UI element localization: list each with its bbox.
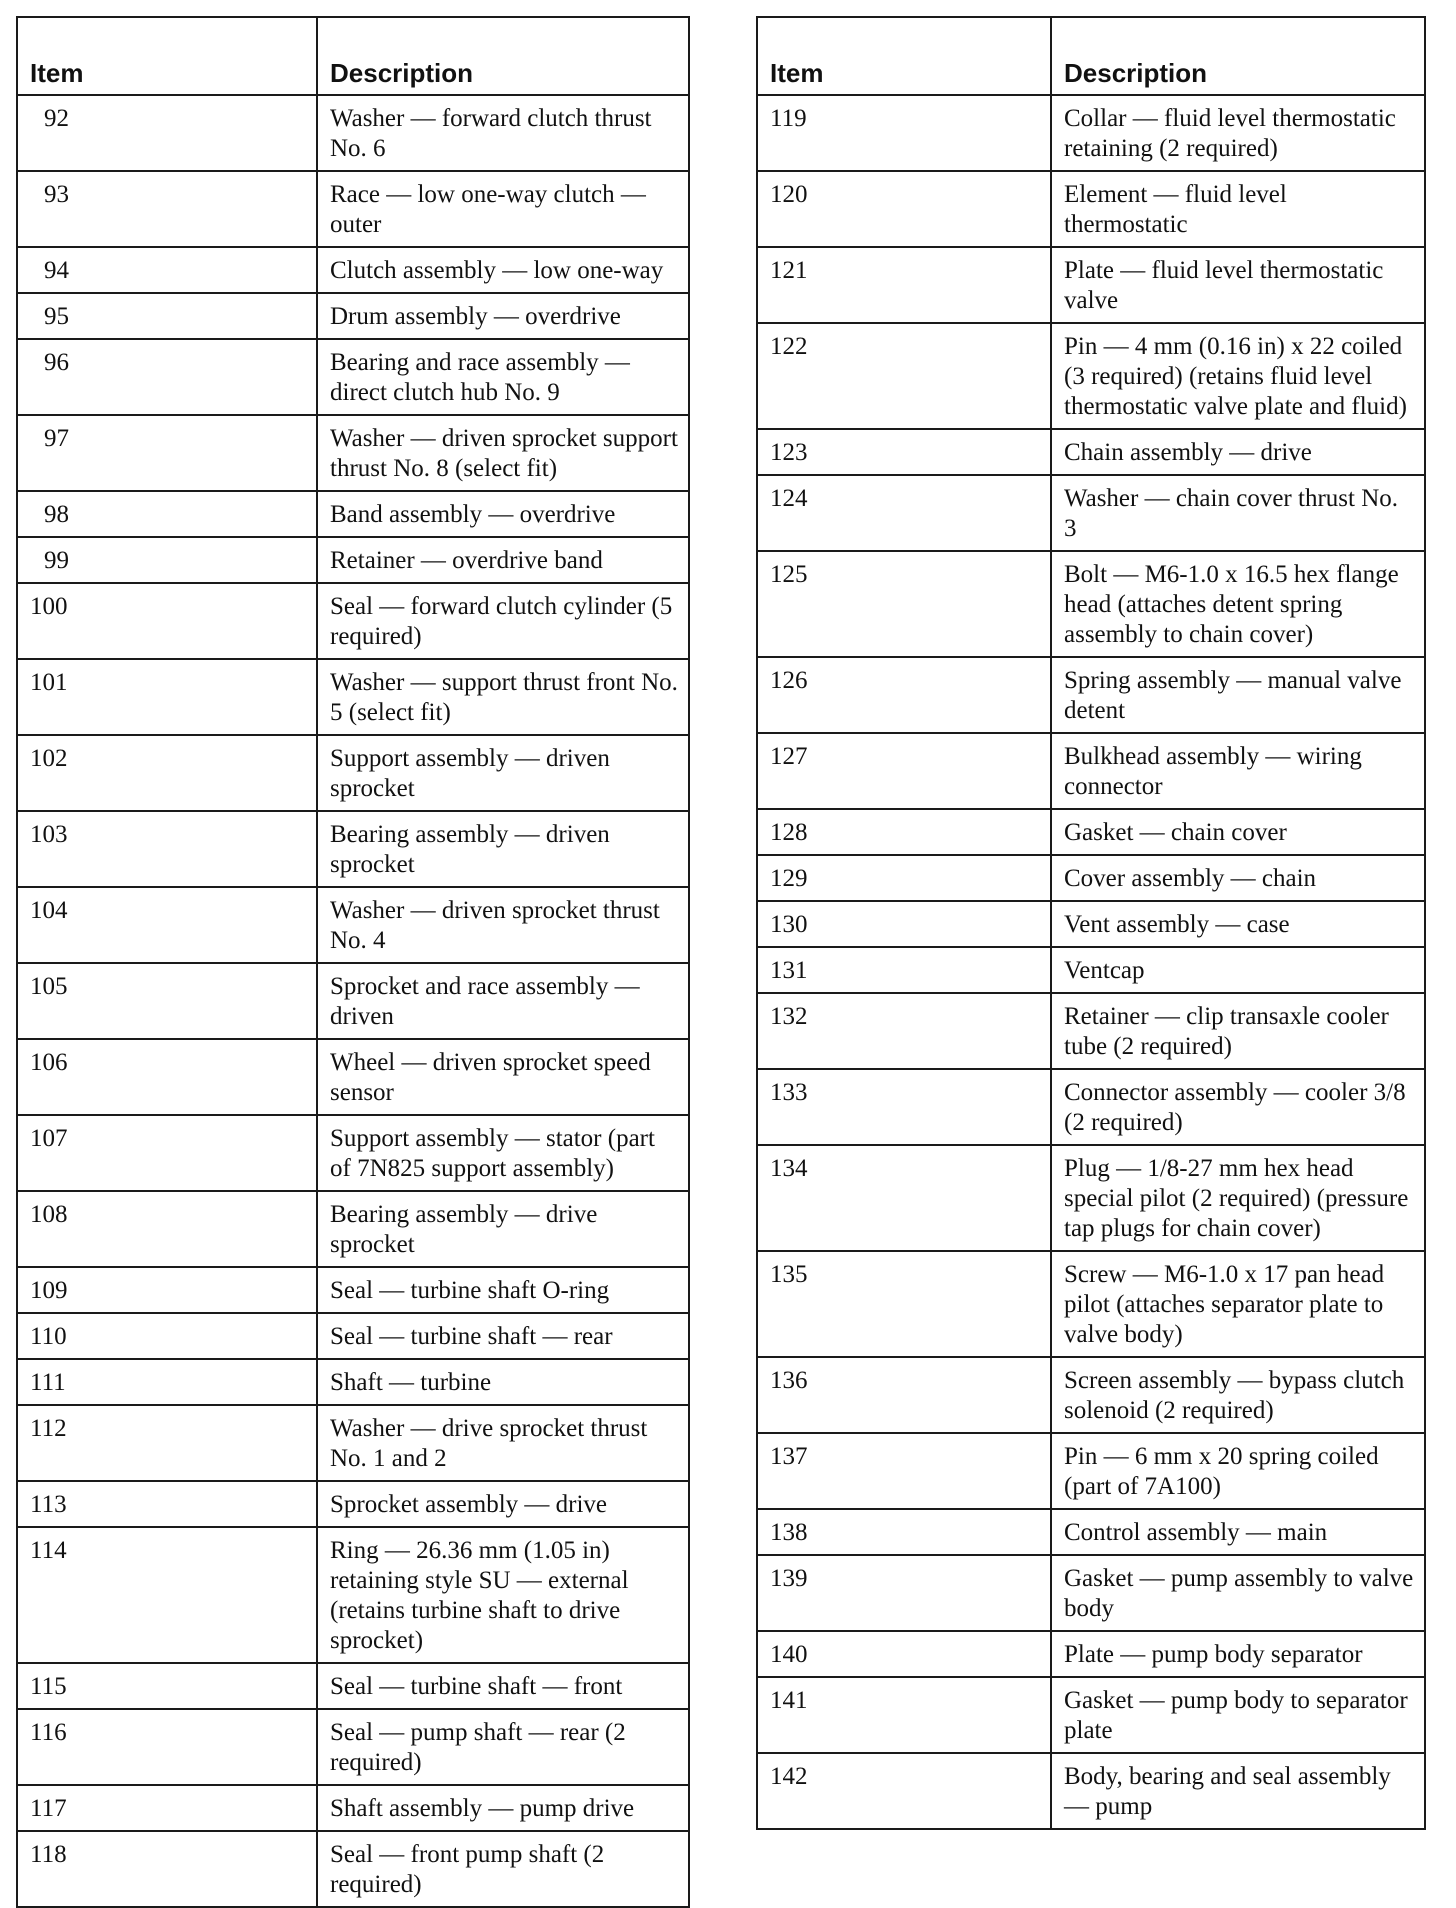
item-description: Chain assembly — drive — [1051, 429, 1425, 475]
item-number-cell — [17, 659, 317, 735]
item-number: 119 — [770, 105, 807, 132]
table-row — [757, 323, 1425, 429]
table-row — [17, 887, 689, 963]
item-description: Element — fluid level thermostatic — [1051, 171, 1425, 247]
item-number: 132 — [770, 1003, 808, 1030]
table-row — [17, 1481, 689, 1527]
item-description: Seal — turbine shaft — front — [317, 1663, 689, 1709]
item-number: 103 — [30, 821, 68, 848]
table-row — [17, 1191, 689, 1267]
item-description: Washer — driven sprocket support thrust No. 8 (select fit) — [317, 415, 689, 491]
table-row — [757, 1631, 1425, 1677]
item-number: 123 — [770, 439, 808, 466]
item-description: Seal — front pump shaft (2 required) — [317, 1831, 689, 1907]
parts-table-right-body — [757, 95, 1425, 1829]
item-number: 102 — [30, 745, 68, 772]
item-column-header: Item — [757, 17, 1051, 95]
item-description: Washer — forward clutch thrust No. 6 — [317, 95, 689, 171]
item-description: Drum assembly — overdrive — [317, 293, 689, 339]
item-number-cell — [17, 95, 317, 171]
item-description: Body, bearing and seal assembly — pump — [1051, 1753, 1425, 1829]
item-number: 133 — [770, 1079, 808, 1106]
item-number: 94 — [44, 257, 69, 284]
item-number: 135 — [770, 1261, 808, 1288]
item-number-cell — [17, 1039, 317, 1115]
item-description: Gasket — pump body to separator plate — [1051, 1677, 1425, 1753]
item-description: Washer — chain cover thrust No. 3 — [1051, 475, 1425, 551]
table-row — [757, 1069, 1425, 1145]
item-description: Pin — 6 mm x 20 spring coiled (part of 7A100) — [1051, 1433, 1425, 1509]
item-description: Wheel — driven sprocket speed sensor — [317, 1039, 689, 1115]
table-row — [17, 247, 689, 293]
item-description: Band assembly — overdrive — [317, 491, 689, 537]
table-row — [757, 429, 1425, 475]
item-number-cell — [17, 1709, 317, 1785]
table-row — [17, 1313, 689, 1359]
item-description: Gasket — chain cover — [1051, 809, 1425, 855]
item-number: 118 — [30, 1841, 67, 1868]
item-description: Shaft — turbine — [317, 1359, 689, 1405]
item-description: Bulkhead assembly — wiring connector — [1051, 733, 1425, 809]
item-number: 96 — [44, 349, 69, 376]
item-number: 105 — [30, 973, 68, 1000]
item-description: Collar — fluid level thermostatic retaining (2 required) — [1051, 95, 1425, 171]
table-row — [757, 551, 1425, 657]
table-row — [17, 339, 689, 415]
item-number: 141 — [770, 1687, 808, 1714]
item-description: Bolt — M6-1.0 x 16.5 hex flange head (attaches detent spring assembly to chain cover) — [1051, 551, 1425, 657]
item-number-cell — [757, 1357, 1051, 1433]
item-number-cell — [757, 1145, 1051, 1251]
item-number-cell — [757, 429, 1051, 475]
item-number-cell — [757, 1677, 1051, 1753]
item-number: 126 — [770, 667, 808, 694]
description-column-header: Description — [317, 17, 689, 95]
item-description: Ventcap — [1051, 947, 1425, 993]
item-number-cell — [17, 1663, 317, 1709]
item-description: Washer — drive sprocket thrust No. 1 and 2 — [317, 1405, 689, 1481]
table-row — [17, 415, 689, 491]
table-row — [757, 855, 1425, 901]
item-number-cell — [757, 1251, 1051, 1357]
item-number: 92 — [44, 105, 69, 132]
item-number: 131 — [770, 957, 808, 984]
table-row — [17, 491, 689, 537]
table-row — [757, 901, 1425, 947]
item-number: 98 — [44, 501, 69, 528]
item-description: Bearing assembly — driven sprocket — [317, 811, 689, 887]
item-description: Sprocket and race assembly — driven — [317, 963, 689, 1039]
item-description: Control assembly — main — [1051, 1509, 1425, 1555]
item-number: 124 — [770, 485, 808, 512]
item-description: Seal — pump shaft — rear (2 required) — [317, 1709, 689, 1785]
item-number: 110 — [30, 1323, 67, 1350]
item-number-cell — [757, 809, 1051, 855]
item-description: Bearing and race assembly — direct clutch hub No. 9 — [317, 339, 689, 415]
item-number-cell — [757, 657, 1051, 733]
table-row — [757, 993, 1425, 1069]
table-row — [17, 1405, 689, 1481]
item-number-cell — [17, 491, 317, 537]
item-description: Plate — pump body separator — [1051, 1631, 1425, 1677]
item-number: 129 — [770, 865, 808, 892]
item-number: 125 — [770, 561, 808, 588]
item-number-cell — [17, 811, 317, 887]
table-row — [757, 1433, 1425, 1509]
item-number-cell — [17, 171, 317, 247]
item-description: Plug — 1/8-27 mm hex head special pilot (2 required) (pressure tap plugs for chain cover) — [1051, 1145, 1425, 1251]
item-number: 115 — [30, 1673, 67, 1700]
table-row — [17, 811, 689, 887]
item-description: Race — low one-way clutch — outer — [317, 171, 689, 247]
item-number-cell — [17, 887, 317, 963]
item-description: Washer — support thrust front No. 5 (select fit) — [317, 659, 689, 735]
item-number-cell — [757, 733, 1051, 809]
table-row — [757, 1251, 1425, 1357]
table-row — [757, 809, 1425, 855]
item-number: 101 — [30, 669, 68, 696]
item-number: 138 — [770, 1519, 808, 1546]
item-number: 140 — [770, 1641, 808, 1668]
table-row — [17, 95, 689, 171]
item-number: 109 — [30, 1277, 68, 1304]
item-number: 134 — [770, 1155, 808, 1182]
item-description: Connector assembly — cooler 3/8 (2 required) — [1051, 1069, 1425, 1145]
table-header-row — [757, 17, 1425, 95]
item-number-cell — [757, 323, 1051, 429]
item-number: 121 — [770, 257, 808, 284]
item-number: 137 — [770, 1443, 808, 1470]
parts-table-left-body — [17, 95, 689, 1907]
table-row — [757, 1145, 1425, 1251]
item-description: Seal — turbine shaft — rear — [317, 1313, 689, 1359]
parts-table-right — [756, 16, 1426, 1830]
item-description: Clutch assembly — low one-way — [317, 247, 689, 293]
item-number-cell — [17, 735, 317, 811]
item-description: Cover assembly — chain — [1051, 855, 1425, 901]
item-number: 127 — [770, 743, 808, 770]
table-row — [17, 1267, 689, 1313]
table-row — [17, 963, 689, 1039]
item-number: 99 — [44, 547, 69, 574]
item-number-cell — [757, 171, 1051, 247]
table-row — [757, 171, 1425, 247]
item-number-cell — [17, 1267, 317, 1313]
item-number: 139 — [770, 1565, 808, 1592]
item-number-cell — [17, 1527, 317, 1663]
item-description: Gasket — pump assembly to valve body — [1051, 1555, 1425, 1631]
item-number: 95 — [44, 303, 69, 330]
item-number-cell — [757, 855, 1051, 901]
item-number: 142 — [770, 1763, 808, 1790]
item-number-cell — [757, 95, 1051, 171]
item-description: Support assembly — driven sprocket — [317, 735, 689, 811]
item-number: 117 — [30, 1795, 67, 1822]
item-description: Seal — turbine shaft O-ring — [317, 1267, 689, 1313]
table-row — [17, 1785, 689, 1831]
item-number-cell — [757, 1753, 1051, 1829]
table-row — [17, 583, 689, 659]
item-column-header: Item — [17, 17, 317, 95]
item-number: 130 — [770, 911, 808, 938]
item-number: 104 — [30, 897, 68, 924]
description-column-header: Description — [1051, 17, 1425, 95]
item-number: 116 — [30, 1719, 67, 1746]
item-number: 114 — [30, 1537, 67, 1564]
item-number-cell — [17, 247, 317, 293]
item-number-cell — [17, 1313, 317, 1359]
item-number-cell — [757, 901, 1051, 947]
item-number: 122 — [770, 333, 808, 360]
item-description: Screen assembly — bypass clutch solenoid (2 required) — [1051, 1357, 1425, 1433]
table-row — [17, 735, 689, 811]
table-row — [757, 947, 1425, 993]
item-number-cell — [17, 1359, 317, 1405]
item-description: Ring — 26.36 mm (1.05 in) retaining style SU — external (retains turbine shaft to drive sprocket) — [317, 1527, 689, 1663]
table-row — [757, 247, 1425, 323]
table-row — [757, 475, 1425, 551]
table-row — [17, 1115, 689, 1191]
table-row — [17, 1831, 689, 1907]
item-description: Shaft assembly — pump drive — [317, 1785, 689, 1831]
table-header-row — [17, 17, 689, 95]
item-number: 106 — [30, 1049, 68, 1076]
item-number-cell — [17, 415, 317, 491]
table-row — [757, 1357, 1425, 1433]
item-description: Pin — 4 mm (0.16 in) x 22 coiled (3 required) (retains fluid level thermostatic valve plate and fluid) — [1051, 323, 1425, 429]
table-row — [757, 1677, 1425, 1753]
table-row — [757, 1509, 1425, 1555]
table-row — [17, 1359, 689, 1405]
item-description: Bearing assembly — drive sprocket — [317, 1191, 689, 1267]
item-description: Retainer — overdrive band — [317, 537, 689, 583]
item-number: 108 — [30, 1201, 68, 1228]
item-number-cell — [17, 1831, 317, 1907]
item-number-cell — [17, 1481, 317, 1527]
table-row — [17, 293, 689, 339]
item-number: 97 — [44, 425, 69, 452]
item-number-cell — [17, 1191, 317, 1267]
item-number-cell — [757, 551, 1051, 657]
item-description: Screw — M6-1.0 x 17 pan head pilot (attaches separator plate to valve body) — [1051, 1251, 1425, 1357]
item-description: Washer — driven sprocket thrust No. 4 — [317, 887, 689, 963]
table-row — [757, 657, 1425, 733]
item-number-cell — [17, 339, 317, 415]
item-number: 136 — [770, 1367, 808, 1394]
item-number-cell — [17, 963, 317, 1039]
parts-table-left — [16, 16, 690, 1908]
item-number-cell — [17, 537, 317, 583]
item-number: 93 — [44, 181, 69, 208]
item-number-cell — [757, 993, 1051, 1069]
item-description: Vent assembly — case — [1051, 901, 1425, 947]
table-row — [17, 659, 689, 735]
table-row — [757, 1753, 1425, 1829]
item-number-cell — [757, 247, 1051, 323]
item-number-cell — [17, 293, 317, 339]
item-number-cell — [17, 583, 317, 659]
item-number: 107 — [30, 1125, 68, 1152]
item-number: 120 — [770, 181, 808, 208]
table-row — [17, 1527, 689, 1663]
item-number-cell — [757, 1069, 1051, 1145]
item-number-cell — [17, 1405, 317, 1481]
table-row — [757, 95, 1425, 171]
item-number-cell — [757, 475, 1051, 551]
item-number-cell — [17, 1785, 317, 1831]
item-number-cell — [757, 1631, 1051, 1677]
item-description: Retainer — clip transaxle cooler tube (2 required) — [1051, 993, 1425, 1069]
item-number-cell — [757, 947, 1051, 993]
item-description: Spring assembly — manual valve detent — [1051, 657, 1425, 733]
item-description: Support assembly — stator (part of 7N825 support assembly) — [317, 1115, 689, 1191]
item-description: Seal — forward clutch cylinder (5 required) — [317, 583, 689, 659]
item-number-cell — [757, 1555, 1051, 1631]
item-number-cell — [757, 1509, 1051, 1555]
table-row — [757, 733, 1425, 809]
item-number-cell — [17, 1115, 317, 1191]
item-number: 128 — [770, 819, 808, 846]
item-number: 113 — [30, 1491, 67, 1518]
table-row — [17, 537, 689, 583]
table-row — [17, 1039, 689, 1115]
item-description: Sprocket assembly — drive — [317, 1481, 689, 1527]
item-description: Plate — fluid level thermostatic valve — [1051, 247, 1425, 323]
item-number: 112 — [30, 1415, 67, 1442]
table-row — [17, 1663, 689, 1709]
table-row — [17, 171, 689, 247]
table-row — [757, 1555, 1425, 1631]
table-row — [17, 1709, 689, 1785]
item-number-cell — [757, 1433, 1051, 1509]
item-number: 111 — [30, 1369, 66, 1396]
item-number: 100 — [30, 593, 68, 620]
